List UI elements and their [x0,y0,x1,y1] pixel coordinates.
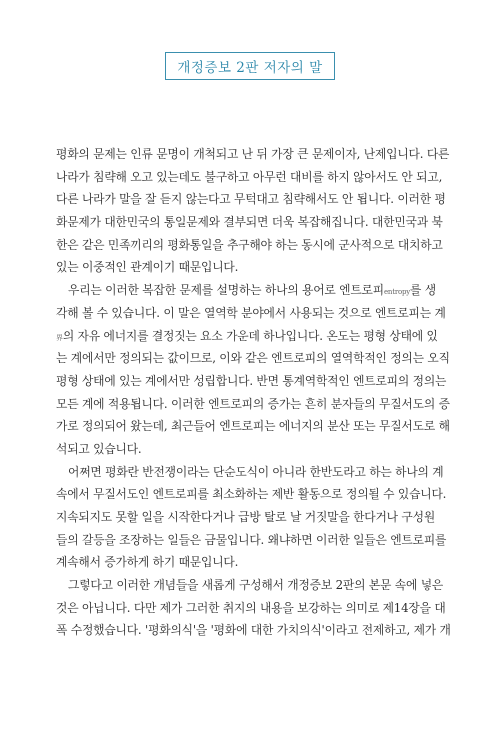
chapter-title-box [165,52,335,80]
line-text: 계속해서 증가하게 하기 때문입니다. [56,555,239,570]
text-line [56,302,458,325]
text-line [56,506,458,529]
text-line [56,461,458,484]
line-text: 우리는 이러한 복잡한 문제를 설명하는 하나의 용어로 엔트로피 [68,283,384,298]
chapter-title: 개정증보 2판 저자의 말 [177,60,323,76]
text-line [56,529,458,552]
line-text: 석되고 있습니다. [56,441,142,456]
annotation-text: entropy [383,288,411,297]
line-text: 나라가 침략해 오고 있는데도 불구하고 아무런 대비를 하지 않아서도 안 되고, [56,169,443,184]
text-line [56,551,458,574]
line-text: 들의 갈등을 조장하는 일들은 금물입니다. 왜냐하면 이러한 일들은 엔트로피를 [56,532,447,547]
line-text: 평화의 문제는 인류 문명이 개척되고 난 뒤 가장 큰 문제이자, 난제입니다. 다른 [56,147,450,161]
text-line [56,166,458,189]
text-line [56,188,458,211]
annotation-text: 界 [56,333,63,342]
line-text: 있는 이중적인 관계이기 때문입니다. [56,260,239,275]
text-line [56,393,458,416]
text-line [56,279,458,302]
line-text: 그렇다고 이러한 개념들을 새롭게 구성해서 개정증보 2판의 본문 속에 넣은 [68,578,444,593]
line-text: 다른 나라가 말을 잘 듣지 않는다고 무턱대고 침략해서도 안 됩니다. 이러한 평 [56,192,446,207]
text-line [56,211,458,234]
line-text-continued: 를 생 [410,283,436,298]
line-text: 평형 상태에 있는 계에서만 성립합니다. 반면 통계역학적인 엔트로피의 정의는 [56,373,447,388]
text-line [56,325,458,348]
line-text: 것은 아닙니다. 다만 제가 그러한 취지의 내용을 보강하는 의미로 제14장을 대 [56,600,446,615]
text-line [56,483,458,506]
text-line [56,574,458,597]
text-line [56,597,458,620]
body-text [56,143,458,642]
line-text: 는 계에서만 정의되는 값이므로, 이와 같은 엔트로피의 열역학적인 정의는 오직 [56,351,450,366]
text-line [56,347,458,370]
line-text: 화문제가 대한민국의 통일문제와 결부되면 더욱 복잡해집니다. 대한민국과 북 [56,215,443,230]
text-line [56,234,458,257]
text-line [56,415,458,438]
text-line [56,256,458,279]
line-text: 모든 계에 적용됩니다. 이러한 엔트로피의 증가는 흔히 분자들의 무질서도의 증 [56,396,450,411]
line-text: 속에서 무질서도인 엔트로피를 최소화하는 제반 활동으로 정의될 수 있습니다. [56,487,447,502]
line-text: 한은 같은 민족끼리의 평화통일을 추구해야 하는 동시에 군사적으로 대치하고 [56,237,443,252]
text-line [56,143,458,166]
text-line [56,619,458,642]
line-text-continued: 의 자유 에너지를 결정짓는 요소 가운데 하나입니다. 온도는 평형 상태에 있 [62,328,438,343]
line-text: 폭 수정했습니다. '평화의식'을 '평화에 대한 가치의식'이라고 전제하고, 제가 개 [56,623,451,638]
text-line [56,370,458,393]
line-text: 가로 정의되어 왔는데, 최근들어 엔트로피는 에너지의 분산 또는 무질서도로 해 [56,419,450,434]
line-text: 어쩌면 평화란 반전쟁이라는 단순도식이 아니라 한반도라고 하는 하나의 계 [68,464,444,479]
line-text: 지속되지도 못할 일을 시작한다거나 급방 탈로 날 거짓말을 한다거나 구성원 [56,510,436,524]
line-text: 각해 볼 수 있습니다. 이 말은 열역학 분야에서 사용되는 것으로 엔트로피는 계 [56,305,446,320]
text-line [56,438,458,461]
